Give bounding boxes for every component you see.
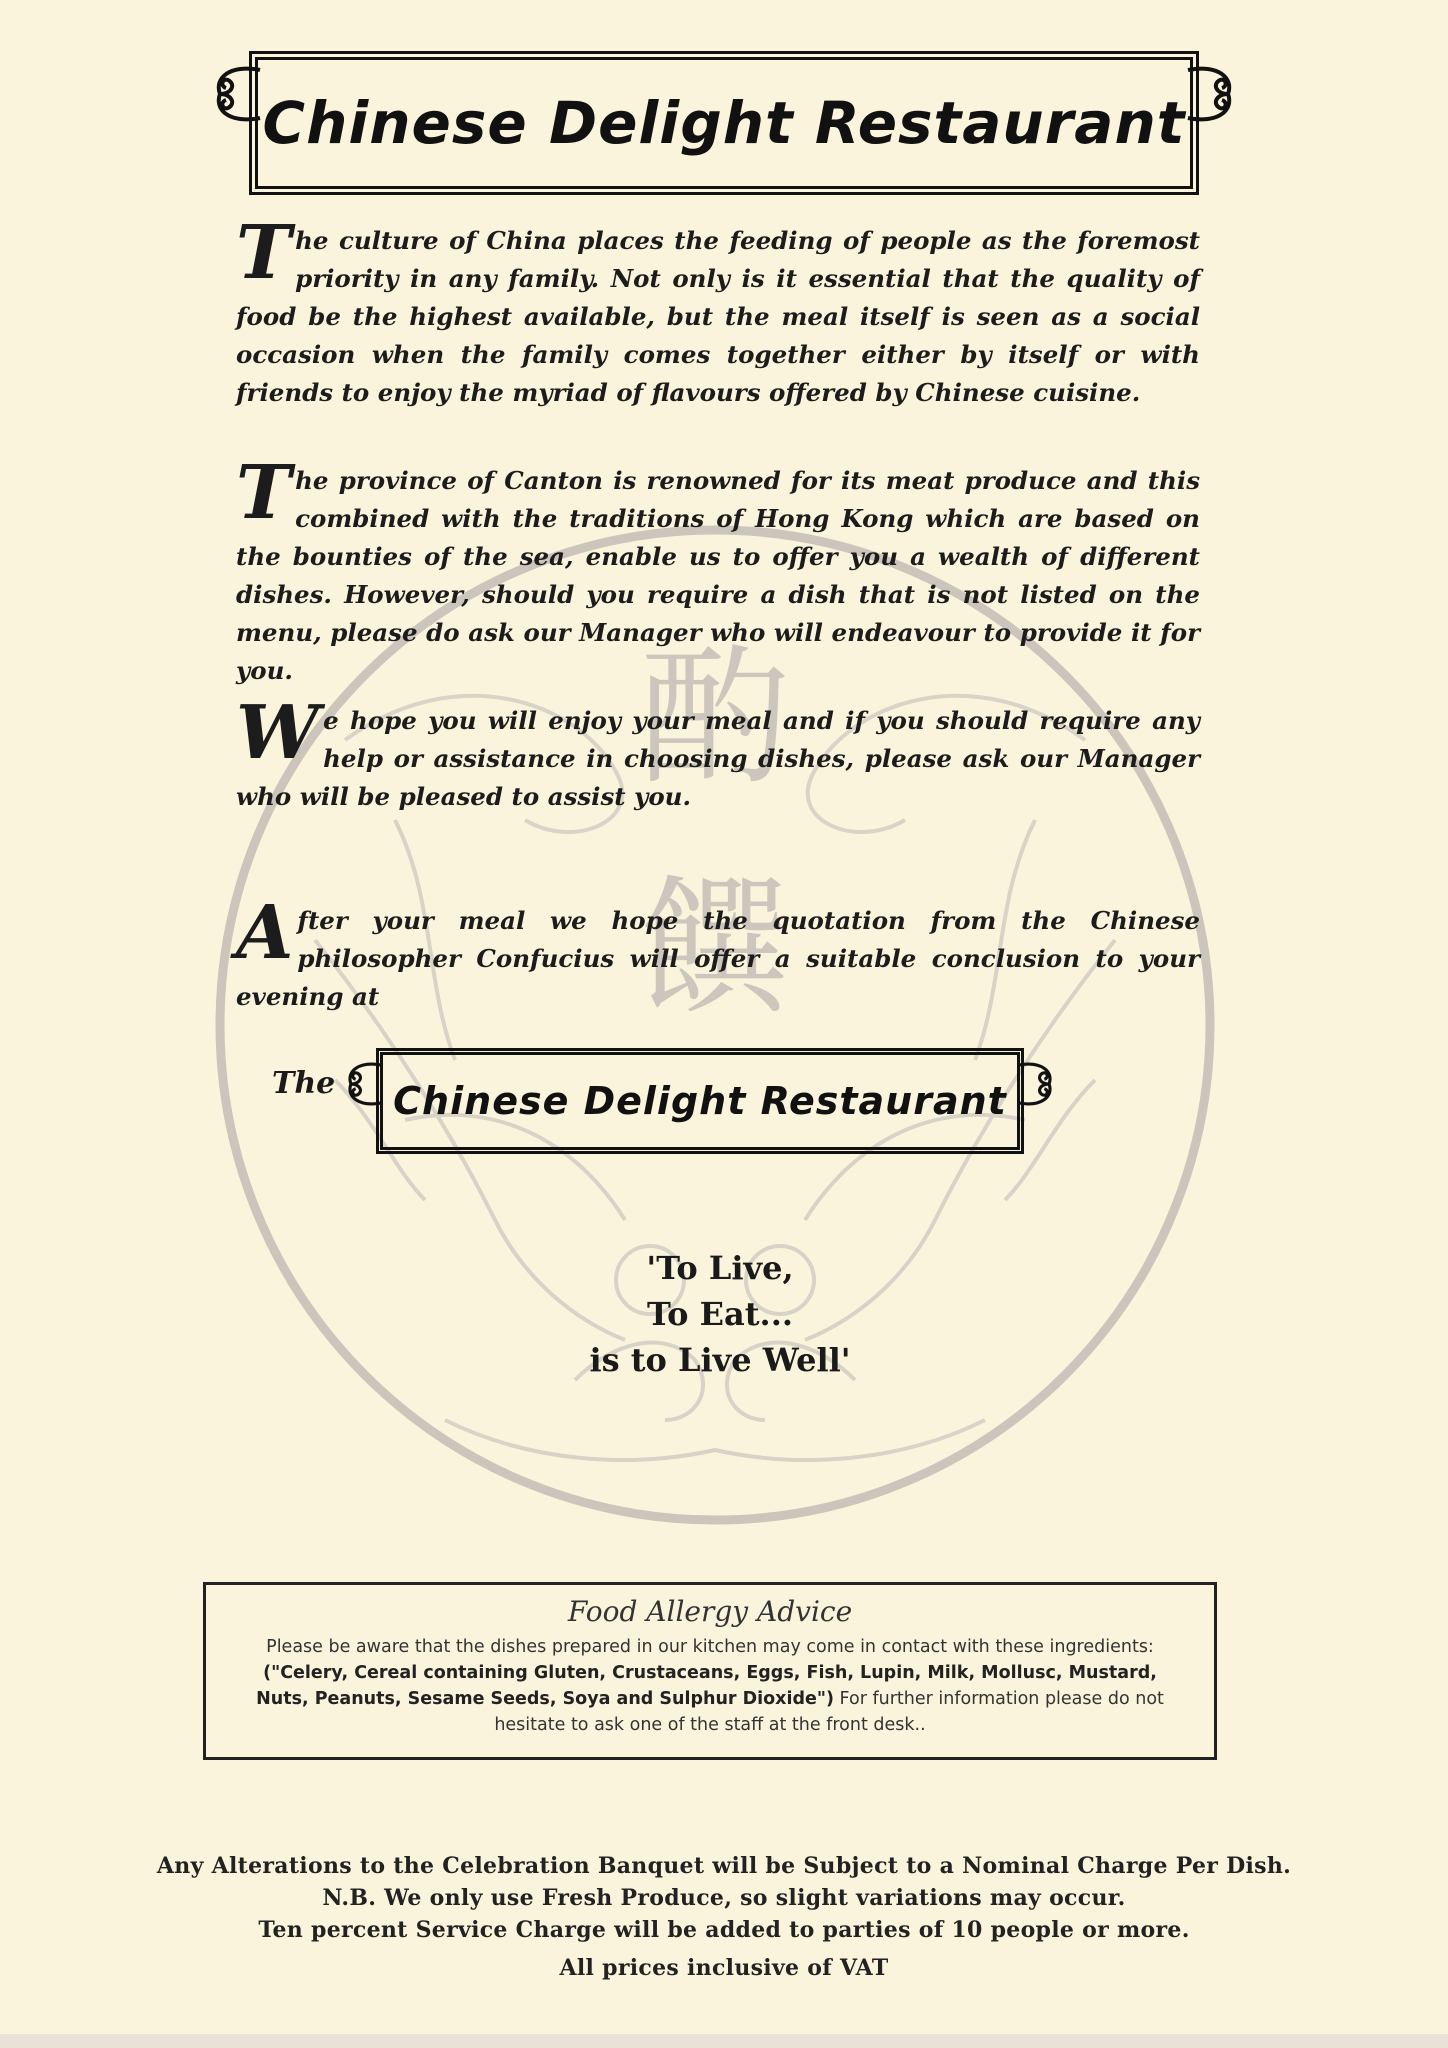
the-label: The (272, 1066, 336, 1101)
drop-cap: T (236, 210, 292, 296)
intro-paragraph-1 (236, 210, 1200, 412)
allergy-title: Food Allergy Advice (567, 1595, 853, 1628)
drop-cap: A (236, 890, 294, 976)
allergy-advice-box (203, 1582, 1217, 1760)
quote-line-2: To Eat... (647, 1295, 793, 1333)
page-edge (0, 2034, 1448, 2048)
quote-line-1: 'To Live, (646, 1249, 794, 1287)
drop-cap: W (236, 690, 320, 776)
quote-line-3: is to Live Well' (589, 1341, 851, 1379)
scroll-ornament-icon (1013, 1059, 1057, 1109)
menu-footer (120, 1850, 1328, 1984)
scroll-ornament-icon (210, 62, 266, 126)
confucius-quote (520, 1245, 920, 1383)
paragraph-text: fter your meal we hope the quotation from the Chinese philosopher Confucius will offer a suitable conclusion to your evening at (236, 906, 1200, 1011)
watermark-char-2: 饌 (639, 862, 791, 1036)
intro-paragraph-4 (236, 890, 1200, 1016)
allergy-text (246, 1634, 1174, 1738)
paragraph-text: e hope you will enjoy your meal and if you should require any help or assistance in choosing dishes, please ask our Manager who will be pleased to assist you. (236, 706, 1200, 811)
allergy-outro: For further information please do not hesitate to ask one of the staff at the front desk.. (494, 1689, 1164, 1735)
page-title: Chinese Delight Restaurant (262, 89, 1186, 157)
allergy-intro: Please be aware that the dishes prepared in our kitchen may come in contact with these ingredients: (266, 1637, 1154, 1657)
intro-paragraph-3 (236, 690, 1200, 816)
closing-title-banner (380, 1052, 1020, 1150)
footer-line-3: Ten percent Service Charge will be added to parties of 10 people or more. (258, 1917, 1190, 1943)
footer-line-2: N.B. We only use Fresh Produce, so slight variations may occur. (322, 1885, 1126, 1911)
footer-line-4: All prices inclusive of VAT (559, 1955, 889, 1981)
watermark-char-1: 酌 (639, 632, 791, 806)
restaurant-title-banner (255, 57, 1193, 189)
closing-title: Chinese Delight Restaurant (393, 1079, 1007, 1123)
allergen-list: ("Celery, Cereal containing Gluten, Crustaceans, Eggs, Fish, Lupin, Milk, Mollusc, Mustard, Nuts, Peanuts, Sesame Seeds, Soya and Sulphur Dioxide") (256, 1663, 1157, 1709)
scroll-ornament-icon (343, 1059, 387, 1109)
footer-line-1: Any Alterations to the Celebration Banquet will be Subject to a Nominal Charge Per Dish. (156, 1853, 1292, 1879)
intro-paragraph-2 (236, 450, 1200, 690)
scroll-ornament-icon (1182, 62, 1238, 126)
drop-cap: T (236, 450, 292, 536)
paragraph-text: he province of Canton is renowned for its meat produce and this combined with the traditions of Hong Kong which are based on the bounties of the sea, enable us to offer you a wealth of different dishes. However, should you require a dish that is not listed on the menu, please do ask our Manager who will endeavour to provide it for you. (236, 466, 1200, 685)
paragraph-text: he culture of China places the feeding of people as the foremost priority in any family. Not only is it essential that the quality of food be the highest available, but the meal itself is seen as a social occasion when the family comes together either by itself or with friends to enjoy the myriad of flavours offered by Chinese cuisine. (236, 226, 1200, 407)
